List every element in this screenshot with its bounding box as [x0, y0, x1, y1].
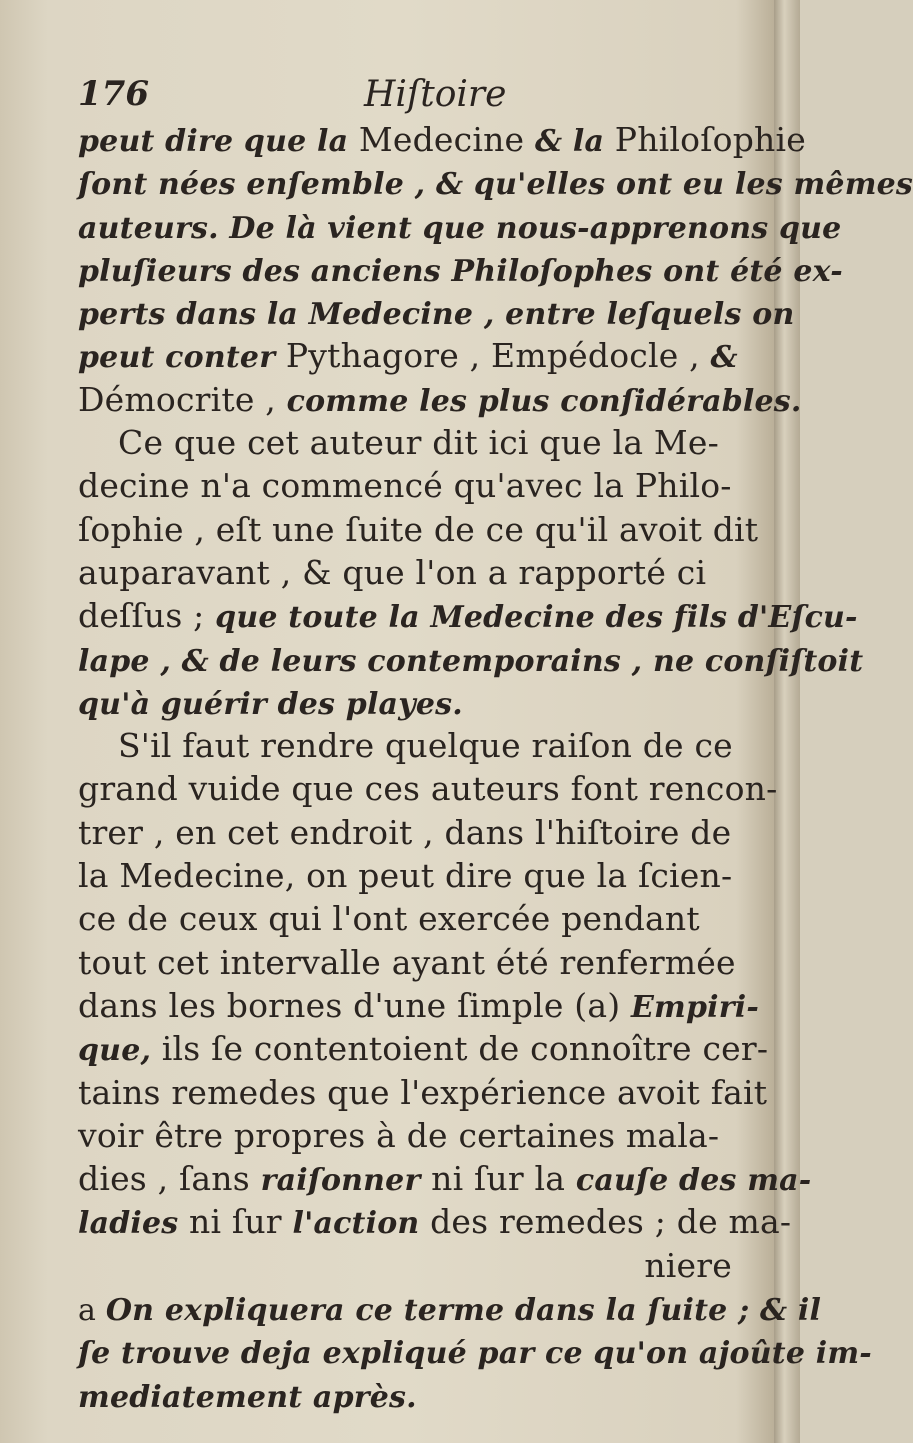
text-line — [78, 118, 806, 161]
italic-segment: peut conter — [78, 340, 286, 376]
italic-segment: On expliquera ce terme dans la ſuite ; & il — [105, 1293, 822, 1329]
text-line — [78, 638, 864, 681]
text-line — [78, 1157, 812, 1200]
text-line — [78, 681, 740, 724]
italic-segment: peut dire que la — [78, 124, 359, 159]
text-line — [78, 1287, 822, 1330]
text-line — [78, 1071, 768, 1114]
text-segment: la Medecine, on peut dire que la ſcien- — [78, 856, 733, 896]
text-segment: trer , en cet endroit , dans l'hiſtoire de — [78, 812, 732, 852]
text-line — [78, 984, 759, 1027]
text-line — [78, 161, 913, 204]
italic-segment: Empiri- — [630, 989, 759, 1025]
text-line — [78, 1330, 872, 1373]
text-segment: voir être propres à de certaines mala- — [78, 1115, 720, 1155]
text-segment: S'il faut rendre quelque raiſon de ce — [118, 726, 733, 766]
italic-segment: perts dans la Medecine , entre leſquels on — [78, 297, 795, 333]
body-text — [78, 118, 913, 1417]
text-segment: grand vuide que ces auteurs font rencon- — [78, 769, 778, 809]
page-number: 176 — [78, 74, 149, 114]
italic-segment: lape , & de leurs contemporains , ne conſiſtoit — [78, 643, 864, 679]
italic-segment: que toute la Medecine des fils d'Eſcu- — [215, 600, 858, 636]
italic-segment: cauſe des ma- — [575, 1163, 812, 1199]
text-line — [78, 291, 795, 334]
text-segment: deſſus ; — [78, 596, 216, 636]
text-segment: des remedes ; de ma- — [430, 1202, 792, 1242]
text-line — [78, 421, 740, 464]
italic-segment: ſont nées enſemble , & qu'elles ont eu les mêmes — [78, 167, 913, 203]
text-line — [78, 1244, 740, 1287]
text-line — [78, 941, 740, 984]
text-segment: tains remedes que l'expérience avoit fait — [78, 1072, 768, 1112]
italic-segment: & — [710, 340, 738, 376]
text-line — [78, 724, 740, 767]
text-segment: Medecine — [358, 120, 535, 159]
text-segment: Pythagore , Empédocle , — [285, 336, 711, 376]
text-line — [78, 811, 740, 854]
text-segment: ils ſe contentoient de connoître cer- — [161, 1029, 769, 1069]
italic-segment: comme les plus conſidérables. — [286, 383, 802, 419]
text-line — [78, 1374, 740, 1417]
italic-segment: que, — [78, 1033, 162, 1069]
italic-segment: pluſieurs des anciens Philoſophes ont été ex- — [78, 253, 843, 289]
text-segment: dies , ſans — [78, 1159, 261, 1199]
page-header — [78, 74, 738, 124]
text-line — [78, 551, 740, 594]
italic-segment: raiſonner — [260, 1163, 432, 1199]
text-line — [78, 854, 740, 897]
text-segment: ni ſur la — [431, 1159, 576, 1199]
italic-segment: ſe trouve deja expliqué par ce qu'on ajoûte im- — [78, 1336, 872, 1372]
text-line — [78, 767, 778, 810]
text-line — [78, 508, 759, 551]
text-line — [78, 205, 842, 248]
text-line — [78, 594, 858, 637]
text-segment: ni ſur — [189, 1202, 293, 1242]
text-segment: dans les bornes d'une ſimple (a) — [78, 985, 631, 1025]
text-line — [78, 1200, 792, 1243]
italic-segment: & la — [534, 124, 615, 159]
italic-segment: l'action — [292, 1206, 431, 1242]
italic-segment: mediatement après. — [78, 1379, 417, 1415]
text-segment: a — [78, 1293, 106, 1329]
italic-segment: auteurs. De là vient que nous-apprenons que — [78, 210, 842, 246]
text-line — [78, 897, 740, 940]
text-segment: Ce que cet auteur dit ici que la Me- — [118, 423, 719, 463]
italic-segment: qu'à guérir des playes. — [78, 686, 463, 722]
text-line — [78, 1114, 740, 1157]
text-line — [78, 334, 740, 377]
italic-segment: ladies — [78, 1206, 190, 1242]
text-line — [78, 248, 843, 291]
text-segment: Philoſophie — [614, 120, 806, 159]
text-segment: auparavant , & que l'on a rapporté ci — [78, 552, 707, 592]
text-segment: Démocrite , — [78, 379, 287, 419]
text-line — [78, 378, 802, 421]
text-segment: niere — [644, 1245, 732, 1285]
text-line — [78, 1027, 769, 1070]
text-line — [78, 464, 740, 507]
text-segment: tout cet intervalle ayant été renfermée — [78, 942, 736, 982]
running-title: Hiſtoire — [364, 74, 507, 115]
text-segment: ſophie , eſt une ſuite de ce qu'il avoit dit — [78, 509, 759, 549]
text-segment: ce de ceux qui l'ont exercée pendant — [78, 899, 700, 939]
text-segment: decine n'a commencé qu'avec la Philo- — [78, 466, 732, 506]
